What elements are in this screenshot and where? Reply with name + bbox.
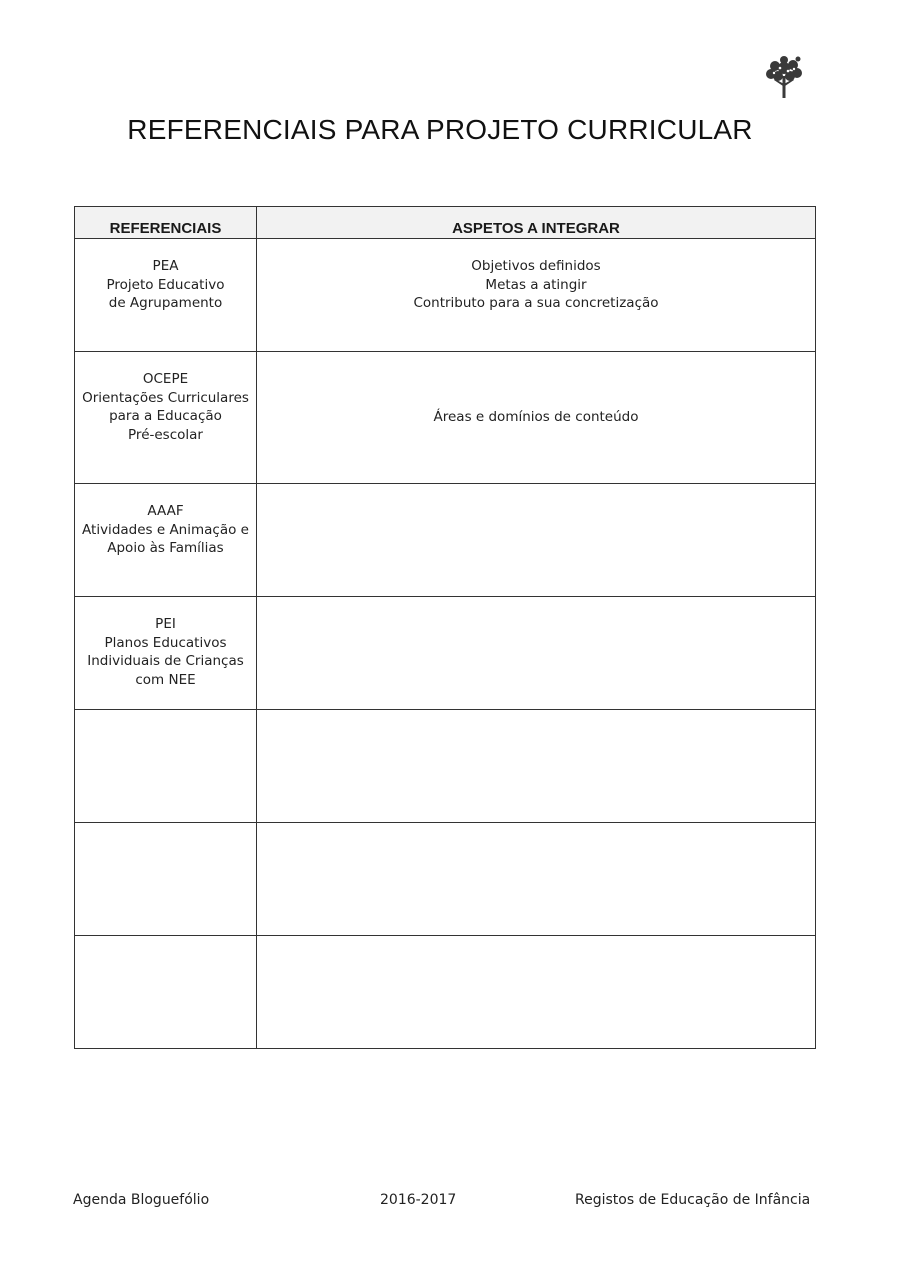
referencial-cell	[75, 823, 257, 936]
table-row	[75, 484, 816, 597]
footer-center-text: 2016-2017	[380, 1192, 457, 1208]
referencial-line: Planos Educativos	[104, 634, 227, 651]
tree-logo-icon	[764, 54, 804, 102]
footer-left-text: Agenda Bloguefólio	[73, 1192, 210, 1208]
referencial-line: PEA	[152, 258, 179, 274]
referencial-cell	[75, 239, 257, 352]
referencial-line: Atividades e Animação e	[82, 521, 249, 538]
referencial-cell	[75, 936, 257, 1049]
table-row	[75, 710, 816, 823]
referencial-line: Projeto Educativo	[106, 276, 225, 293]
referencial-cell	[75, 484, 257, 597]
aspetos-cell	[257, 484, 816, 597]
referencial-line: de Agrupamento	[108, 295, 223, 311]
referencial-line: AAAF	[147, 503, 184, 519]
referencial-cell	[75, 710, 257, 823]
referencial-line: PEI	[155, 616, 176, 632]
aspeto-line: Contributo para a sua concretização	[413, 295, 659, 311]
aspeto-line: Metas a atingir	[485, 276, 587, 293]
table-row	[75, 823, 816, 936]
table-row	[75, 936, 816, 1049]
aspeto-line: Objetivos definidos	[471, 258, 601, 274]
referencial-line: Individuais de Crianças	[87, 653, 244, 669]
referencial-line: Orientações Curriculares	[82, 389, 249, 406]
aspetos-cell	[257, 597, 816, 710]
aspetos-cell	[257, 239, 816, 352]
referencial-line: com NEE	[135, 671, 196, 688]
referencial-line: Apoio às Famílias	[107, 540, 224, 556]
table-row	[75, 597, 816, 710]
referencial-cell	[75, 352, 257, 484]
aspeto-line: Áreas e domínios de conteúdo	[433, 409, 639, 426]
referenciais-table	[74, 206, 816, 1049]
page-title: REFERENCIAIS PARA PROJETO CURRICULAR	[127, 114, 753, 145]
referencial-line: Pré-escolar	[128, 426, 203, 443]
referencial-line: para a Educação	[109, 408, 222, 424]
referencial-cell	[75, 597, 257, 710]
referencial-line: OCEPE	[142, 371, 189, 387]
table-header-row	[75, 207, 816, 239]
footer-right-text: Registos de Educação de Infância	[575, 1192, 811, 1208]
aspetos-cell	[257, 710, 816, 823]
table-row	[75, 239, 816, 352]
table-row	[75, 352, 816, 484]
aspetos-cell	[257, 936, 816, 1049]
column-header-aspetos: ASPETOS A INTEGRAR	[257, 207, 816, 239]
aspetos-cell	[257, 823, 816, 936]
column-header-referenciais: REFERENCIAIS	[75, 207, 257, 239]
aspetos-cell	[257, 352, 816, 484]
